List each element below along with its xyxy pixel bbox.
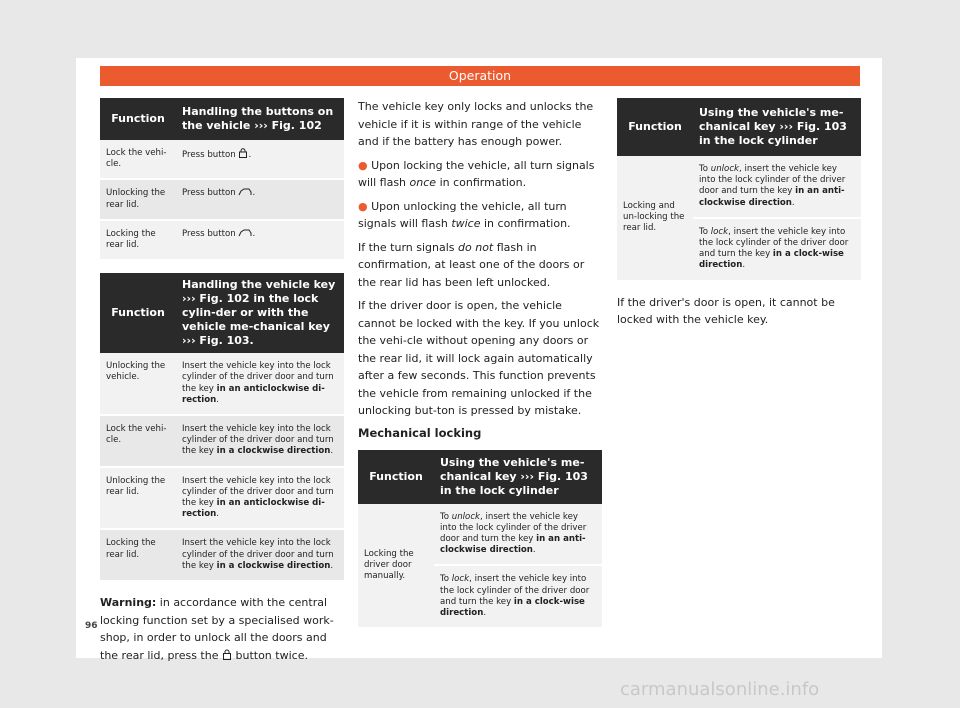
table-header: Using the vehicle's me-chanical key ››› Fig. 103 in the lock cylinder [693,98,861,156]
page-number: 96 [85,621,98,631]
warning-label: Warning: [100,596,157,610]
lock-icon [238,148,248,158]
cell-text: lock [451,574,470,585]
table-header: Function [100,273,176,353]
cell-text: in an anticlockwise di-rection [182,498,325,520]
cell-text: in a clock-wise direction [440,596,585,618]
cell-text: Press button [182,228,236,239]
cell-text: To [699,226,709,237]
cell-text: . [216,509,219,520]
cell-text: . [483,607,487,618]
right-column [617,98,861,335]
table-cell: Locking the rear lid. [100,529,176,581]
section-header: Operation [100,66,860,86]
table-header: Handling the buttons on the vehicle ››› Fig. 102 [176,98,344,140]
table-cell [176,415,344,467]
intro-paragraph: The vehicle key only locks and unlocks the vehicle if it is within range of the vehicle and if the battery has enough power. [358,100,594,148]
cell-text: in a clock-wise direction [699,249,844,271]
table-header: Using the vehicle's me-chanical key ››› Fig. 103 in the lock cylinder [434,450,602,504]
table-cell: Unlocking the rear lid. [100,179,176,219]
cell-text: Insert the vehicle key into the lock cylinder of the driver door and turn the key [182,475,334,509]
rear-lid-table [617,98,861,282]
cell-text: unlock [710,164,740,174]
cell-text: . [330,446,334,457]
cell-text: . [248,150,252,160]
cell-text: . [252,188,256,199]
cell-text: To [440,574,450,585]
table-cell [176,529,344,581]
car-rear-icon [238,188,252,196]
cell-text: , insert the vehicle key into the lock cylinder of the driver door and turn the key [440,511,587,544]
para-text: If the turn signals [358,240,455,254]
para-text: flash in confirmation, at least one of the doors or the rear lid has been left unlocked. [358,240,585,289]
table-cell [176,140,344,179]
table-cell [176,220,344,260]
bullet-text: once [409,176,437,189]
cell-text: , insert the vehicle key into the lock cylinder of the driver door and turn the key [440,574,590,607]
table-cell [176,179,344,219]
bullet-text: twice [451,217,481,230]
cell-text: in a clockwise direction [216,560,331,571]
cell-text: To [440,511,450,522]
car-rear-icon [238,229,252,237]
bullet-text: Upon unlocking the vehicle, all turn signals will flash [358,199,567,230]
cell-text: Press button [182,150,236,160]
cell-text: Insert the vehicle key into the lock cylinder of the driver door and turn the key [182,361,334,394]
warning-paragraph [100,594,344,664]
cell-text: . [532,545,536,556]
table-cell: Locking the driver door manually. [358,504,434,629]
key-table [100,273,344,582]
cell-text: . [791,197,795,208]
mechanical-locking-table [358,450,602,630]
section-subheading: Mechanical locking [358,425,482,440]
warning-text: in accordance with the central locking function set by a specialised work-shop, in order to unlock all the doors and the rear lid, press the [100,596,334,662]
middle-column [358,98,602,629]
watermark: carmanualsonline.info [620,679,820,700]
cell-text: lock [710,226,729,237]
turn-signal-paragraph [358,239,602,292]
cell-text: in an anticlockwise di-rection [182,383,325,405]
bullet-item [358,157,602,192]
cell-text: To [699,164,709,174]
driver-door-paragraph: If the driver door is open, the vehicle cannot be locked with the key. If you unlock the vehi-cle without opening any doors or the rear lid, it will lock again automatically after a few seconds. This function prevents the vehicle from remaining unlocked if the unlocking but-ton is pressed by mistake. [358,299,600,417]
para-text: do not [458,240,494,254]
bullet-item [358,198,602,233]
bullet-icon: ● [358,158,368,172]
cell-text: . [252,228,256,239]
table-cell [434,504,602,566]
table-cell: Lock the vehi-cle. [100,415,176,467]
table-cell [176,353,344,415]
table-cell: Unlocking the rear lid. [100,467,176,530]
cell-text: , insert the vehicle key into the lock cylinder of the driver door and turn the key [699,226,849,260]
bullet-text: in confirmation. [439,176,527,189]
cell-text: unlock [451,511,481,522]
cell-text: , insert the vehicle key into the lock cylinder of the driver door and turn the key [699,164,846,197]
table-header: Function [617,98,693,156]
bullet-icon: ● [358,199,368,213]
lock-icon [222,649,232,660]
table-cell [693,218,861,281]
buttons-table [100,98,344,261]
table-cell: Unlocking the vehicle. [100,353,176,415]
cell-text: in an anti-clockwise direction [699,186,845,208]
table-cell: Locking the rear lid. [100,220,176,260]
warning-text: button twice. [235,648,308,662]
table-cell: Locking and un-locking the rear lid. [617,156,693,281]
cell-text: . [216,394,219,405]
table-header: Function [358,450,434,504]
driver-door-note: If the driver's door is open, it cannot be locked with the vehicle key. [617,295,835,327]
table-header: Handling the vehicle key ››› Fig. 102 in the lock cylin-der or with the vehicle me-chanical key ››› Fig. 103. [176,273,344,353]
cell-text: Press button [182,188,236,199]
cell-text: in an anti-clockwise direction [440,533,586,556]
cell-text: . [330,560,334,571]
cell-text: Insert the vehicle key into the lock cylinder of the driver door and turn the key [182,424,334,457]
cell-text: Insert the vehicle key into the lock cylinder of the driver door and turn the key [182,538,334,571]
cell-text: in a clockwise direction [216,446,331,457]
cell-text: . [742,260,746,271]
table-cell [176,467,344,530]
bullet-text: Upon locking the vehicle, all turn signals will flash [358,158,595,189]
table-cell [434,565,602,628]
left-column [100,98,344,670]
table-cell: Lock the vehi-cle. [100,140,176,179]
table-cell [693,156,861,218]
table-header: Function [100,98,176,140]
bullet-text: in confirmation. [484,217,571,230]
